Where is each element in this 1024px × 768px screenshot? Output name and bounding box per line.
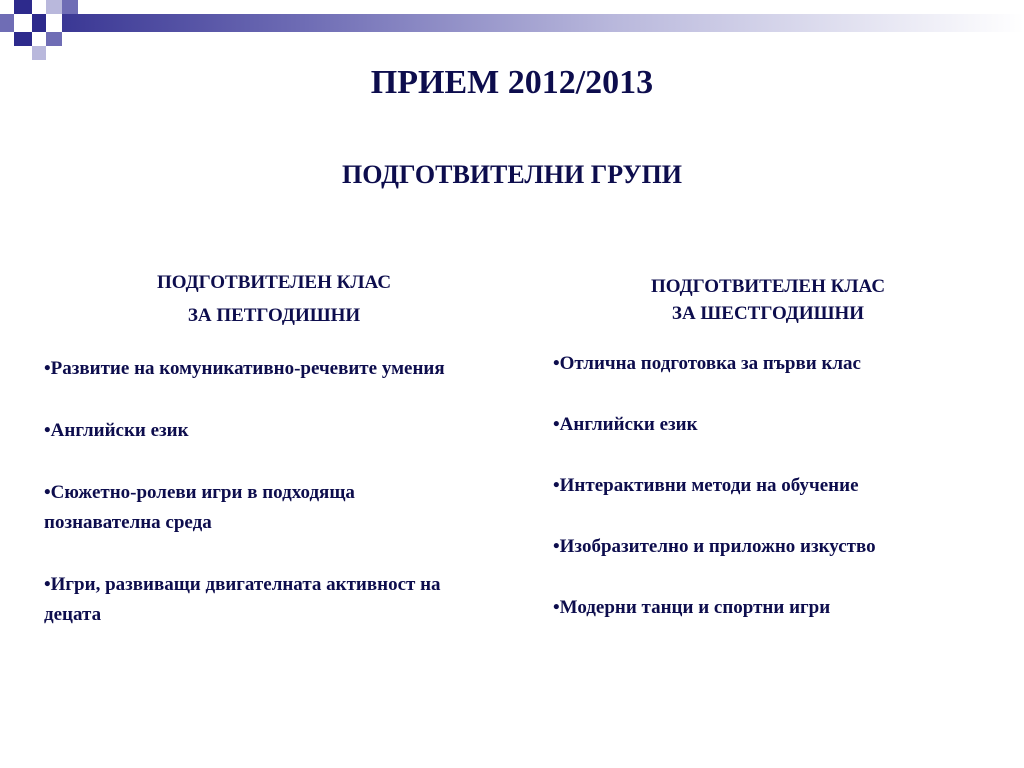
decorative-square [46, 0, 62, 14]
decorative-square [46, 14, 62, 32]
list-item: •Изобразително и приложно изкуство [553, 536, 876, 557]
list-item: •Английски език [44, 420, 189, 441]
decorative-square [32, 46, 46, 60]
decorative-square [62, 0, 78, 14]
list-item: •Игри, развиващи двигателната активност на децата [44, 574, 441, 625]
right-column-heading [553, 273, 983, 327]
right-heading-line2: ЗА ШЕСТГОДИШНИ [671, 303, 865, 324]
decorative-square [14, 32, 32, 46]
list-item: •Английски език [553, 414, 698, 435]
left-column-heading [44, 266, 504, 332]
page-title: ПРИЕМ 2012/2013 [370, 64, 654, 101]
left-bullet-list [44, 354, 474, 630]
list-item: •Отлична подготовка за първи клас [553, 353, 861, 374]
left-heading-line2: ЗА ПЕТГОДИШНИ [187, 305, 361, 326]
page-subtitle: ПОДГОТВИТЕЛНИ ГРУПИ [341, 160, 683, 189]
decorative-square [32, 14, 46, 32]
right-heading-line1: ПОДГОТВИТЕЛЕН КЛАС [650, 276, 886, 297]
list-item: •Интерактивни методи на обучение [553, 475, 859, 496]
header-gradient-band [0, 14, 1024, 32]
left-column [44, 266, 474, 662]
decorative-square [14, 0, 32, 14]
list-item: •Модерни танци и спортни игри [553, 597, 831, 618]
list-item: •Развитие на комуникативно-речевите умения [44, 358, 445, 379]
right-bullet-list [553, 349, 993, 623]
decorative-square [0, 14, 14, 32]
left-heading-line1: ПОДГОТВИТЕЛЕН КЛАС [156, 272, 392, 293]
decorative-square [14, 14, 32, 32]
right-column [553, 273, 993, 654]
decorative-square [46, 32, 62, 46]
list-item: •Сюжетно-ролеви игри в подходяща познавателна среда [44, 482, 355, 533]
